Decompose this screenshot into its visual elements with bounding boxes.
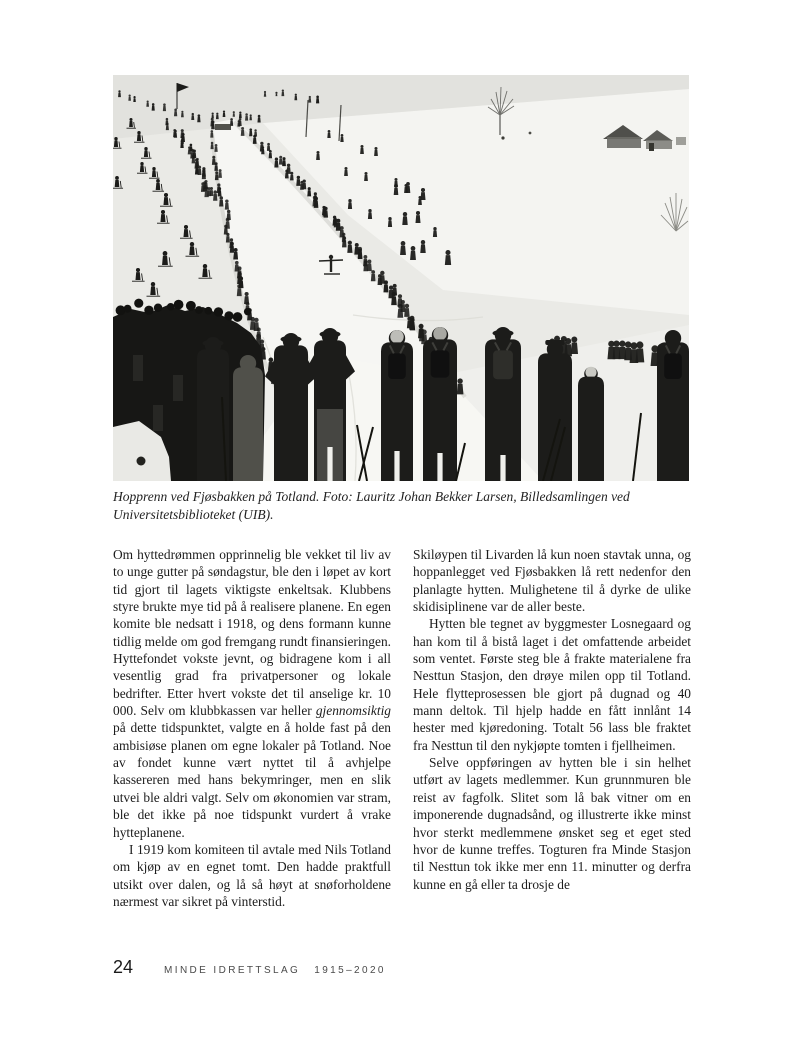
photo-caption — [113, 488, 689, 523]
paragraph: Hytten ble tegnet av byggmester Losnegaard og han kom til å bistå laget i det omfattende arbeidet som ventet. Første steg ble å frakte materialene fra Nesttun Stasjon, den drøye milen opp til Totland. Hele flytteprosessen ble gjort på dugnad og 40 mann deltok. Til hjelp hadde en fått innlånt 14 hester med kjøredoning. Totalt 56 lass ble fraktet fra Nesttun til den nykjøpte tomten i fjellheimen. — [413, 616, 691, 753]
ski-jump-photo-svg — [113, 75, 689, 481]
column-left — [113, 546, 391, 946]
page-footer — [113, 957, 386, 978]
column-right — [413, 546, 691, 946]
paragraph: Selve oppføringen av hytten ble i sin helhet utført av lagets medlemmer. Kun grunnmuren ble reist av fagfolk. Slitet som lå bak vitner om en imponerende dugnadsånd, og illustrerte ikke minst hvor sterkt medlemmene ønsket seg et eget sted hvor de kunne treffes. Togturen fra Minde Stasjon til Nesttun tok ikke mer enn 11. minutter og derfra kunne en gå eller ta drosje de — [413, 755, 691, 892]
footer-title: MINDE IDRETTSLAG — [164, 965, 301, 976]
body-columns — [113, 546, 691, 946]
paragraph: Om hyttedrømmen opprinnelig ble vekket til liv av to unge gutter på søndagstur, ble den i løpet av kort tid gjort til lagets viktigste enkeltsak. Klubbens styre brukte mye tid på å realisere planene. En egen komite ble nedsatt i 1918, og dens formann kunne tidlig melde om god fremgang rundt finansieringen. Hyttefondet vokste jevnt, og bidragene kom i all vesentlig grad fra privatpersoner og lokale bedrifter. Etter hvert vokste det til anselige kr. 10 000. Selv om klubbkassen var heller gjennomsiktig på dette tidspunktet, valgte en å holde fast på den ambisiøse planen om egne lokaler på Totland. Noe av fondet kunne vært nyttet til å avhjelpe kassereren med hans bekymringer, men en slik utvei ble aldri valgt. Selv om økonomien var stram, ble det ikke på noe tidspunkt vurdert å vrake hytteplanene. — [113, 547, 391, 840]
ski-jump-photo — [113, 75, 689, 481]
footer-years: 1915–2020 — [314, 965, 386, 976]
caption-line-1: Hopprenn ved Fjøsbakken på Totland. Foto: Lauritz Johan Bekker Larsen, Billedsamlingen ved — [113, 489, 630, 504]
paragraph: I 1919 kom komiteen til avtale med Nils Totland om kjøp av en egnet tomt. Den hadde praktfull utsikt over dalen, og lå så høyt at snøforholdene nærmest var sikret på vinterstid. — [113, 841, 391, 909]
caption-line-2: Universitetsbiblioteket (UIB). — [113, 506, 274, 522]
page-number: 24 — [113, 957, 134, 977]
paragraph: Skiløypen til Livarden lå kun noen stavtak unna, og hoppanlegget ved Fjøsbakken lå rett nedenfor den planlagte hytten. Mulighetene til å dyrke de ulike skidisiplinene var de aller beste. — [413, 547, 691, 615]
